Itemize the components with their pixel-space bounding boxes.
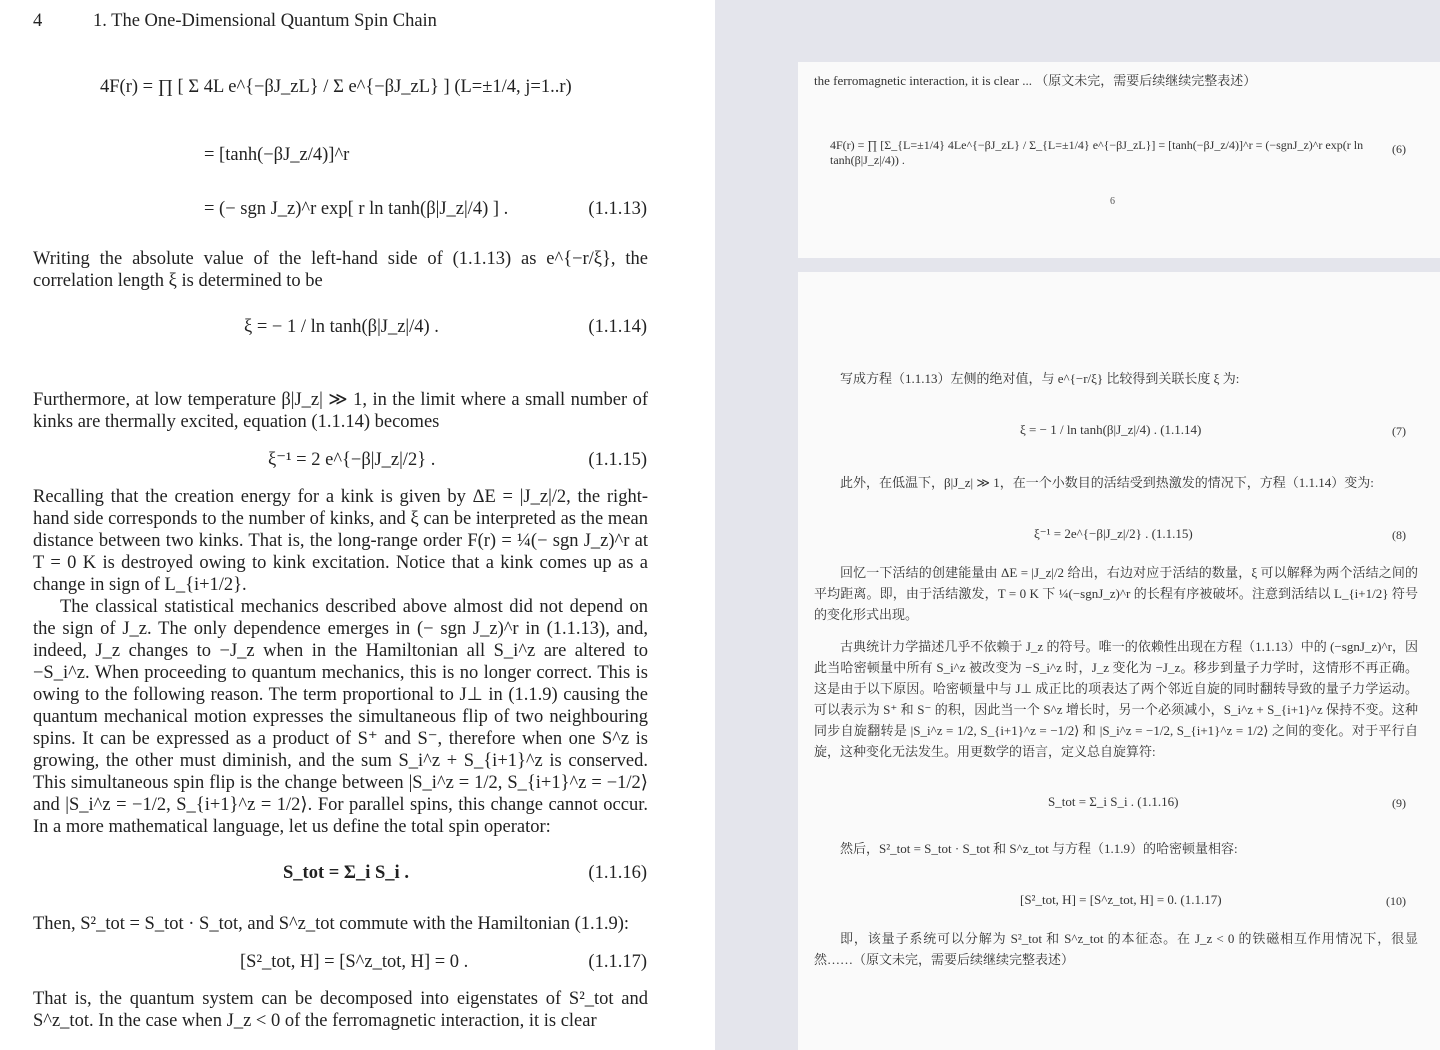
- paragraph: 古典统计力学描述几乎不依赖于 J_z 的符号。唯一的依赖性出现在方程（1.1.13）中的 (−sgnJ_z)^r，因此当哈密顿量中所有 S_i^z 被改变为 −S_i^z 时，J_z 变化为 −J_z。移步到量子力学时，这情形不再正确。这是由于以下原因。哈密顿量中与 J⊥ 成正比的项表达了两个邻近自旋的同时翻转导致的量子力学运动。可以表示为 S⁺ 和 S⁻ 的积，因此当一个 S^z 增长时，另一个必须减小，S_i^z + S_{i+1}^z 保持不变。这种同步自旋翻转是 |S_i^z = 1/2, S_{i+1}^z = −1/2⟩ 和 |S_i^z = −1/2, S_{i+1}^z = 1/2⟩ 之间的变化。对于平行自旋，这种变化无法发生。用更数学的语言，定义总自旋算符:: [814, 639, 1418, 759]
- original-page: [0, 0, 715, 1050]
- running-header: 1. The One-Dimensional Quantum Spin Chain: [93, 11, 437, 31]
- equation-9: S_tot = Σ_i S_i . (1.1.16): [1048, 794, 1179, 809]
- equation-6: 4F(r) = ∏ [Σ_{L=±1/4} 4Le^{−βJ_zL} / Σ_{L=±1/4} e^{−βJ_zL}] = [tanh(−βJ_z/4)]^r = (−sgnJ_z)^r exp(r ln tanh(β|J_z|/4)) .: [830, 138, 1364, 167]
- equation-1114: ξ = − 1 / ln tanh(β|J_z|/4) .: [244, 317, 439, 337]
- equation-8: ξ⁻¹ = 2e^{−β|J_z|/2} . (1.1.15): [1034, 526, 1193, 541]
- paragraph: Recalling that the creation energy for a kink is given by ΔE = |J_z|/2, the right-hand side corresponds to the number of kinks, and ξ can be interpreted as the mean distance between two kinks. That is, the long-range order F(r) = ¼(− sgn J_z)^r at T = 0 K is destroyed owing to kink excitation. Notice that a kink comes up as a change in sign of L_{i+1/2}.: [33, 487, 648, 595]
- paragraph: 此外，在低温下，β|J_z| ≫ 1，在一个小数目的活结受到热激发的情况下，方程（1.1.14）变为:: [840, 475, 1374, 490]
- paragraph: 回忆一下活结的创建能量由 ΔE = |J_z|/2 给出，右边对应于活结的数量，ξ 可以解释为两个活结之间的平均距离。即，由于活结激发，T = 0 K 下 ¼(−sgnJ_z)^r 的长程有序被破坏。注意到活结以 L_{i+1/2} 符号的变化形式出现。: [814, 565, 1418, 622]
- paragraph: 写成方程（1.1.13）左侧的绝对值，与 e^{−r/ξ} 比较得到关联长度 ξ 为:: [840, 371, 1240, 386]
- paragraph: The classical statistical mechanics described above almost did not depend on the sign of J_z. The only dependence emerges in (− sgn J_z)^r in (1.1.13), and, indeed, J_z changes to −J_z when in the Hamiltonian all S_i^z are altered to −S_i^z. When proceeding to quantum mechanics, this is no longer correct. This is owing to the following reason. The term proportional to J⊥ in (1.1.9) causing the quantum mechanical motion expresses the simultaneous flip of two neighbouring spins. It can be expressed as a product of S⁺ and S⁻, therefore when one S^z is growing, the other must diminish, and the sum S_i^z + S_{i+1}^z is conserved. This simultaneous spin flip is the change between |S_i^z = 1/2, S_{i+1}^z = −1/2⟩ and |S_i^z = −1/2, S_{i+1}^z = 1/2⟩. For parallel spins, this change cannot occur. In a more mathematical language, let us define the total spin operator:: [33, 597, 648, 837]
- paragraph: Writing the absolute value of the left-hand side of (1.1.13) as e^{−r/ξ}, the correlation length ξ is determined to be: [33, 249, 648, 291]
- equation-label: (8): [1392, 528, 1406, 542]
- equation-10: [S²_tot, H] = [S^z_tot, H] = 0. (1.1.17): [1020, 892, 1222, 907]
- equation-7: ξ = − 1 / ln tanh(β|J_z|/4) . (1.1.14): [1020, 422, 1202, 437]
- paragraph: 即，该量子系统可以分解为 S²_tot 和 S^z_tot 的本征态。在 J_z < 0 的铁磁相互作用情况下，很显然……（原文未完，需要后续继续完整表述）: [814, 931, 1418, 967]
- paragraph: 然后，S²_tot = S_tot · S_tot 和 S^z_tot 与方程（1.1.9）的哈密顿量相容:: [840, 841, 1238, 856]
- equation-label: (6): [1392, 142, 1406, 156]
- equation-1116: S_tot = Σ_i S_i .: [283, 863, 409, 883]
- translated-page-top: [798, 62, 1440, 258]
- paragraph: That is, the quantum system can be decomposed into eigenstates of S²_tot and S^z_tot. In the case when J_z < 0 of the ferromagnetic interaction, it is clear: [33, 989, 648, 1031]
- equation-label: (1.1.16): [588, 863, 647, 883]
- page-number: 6: [1110, 196, 1115, 207]
- translated-page: [798, 272, 1440, 1050]
- equation-1117: [S²_tot, H] = [S^z_tot, H] = 0 .: [240, 952, 469, 972]
- equation-label: (10): [1386, 894, 1406, 908]
- equation-label: (7): [1392, 424, 1406, 438]
- equation-1115: ξ⁻¹ = 2 e^{−β|J_z|/2} .: [268, 450, 436, 470]
- text-line: the ferromagnetic interaction, it is clear ... （原文未完，需要后续继续完整表述）: [814, 73, 1257, 88]
- paragraph: Then, S²_tot = S_tot · S_tot, and S^z_tot commute with the Hamiltonian (1.1.9):: [33, 914, 630, 934]
- equation-1113-line-3: = (− sgn J_z)^r exp[ r ln tanh(β|J_z|/4) ] .: [204, 199, 509, 219]
- equation-1113-line-2: = [tanh(−βJ_z/4)]^r: [204, 145, 350, 165]
- paragraph: Furthermore, at low temperature β|J_z| ≫ 1, in the limit where a small number of kinks are thermally excited, equation (1.1.14) becomes: [33, 390, 648, 432]
- equation-label: (1.1.15): [588, 450, 647, 470]
- equation-label: (1.1.13): [588, 199, 647, 219]
- equation-label: (9): [1392, 796, 1406, 810]
- equation-label: (1.1.14): [588, 317, 647, 337]
- equation-label: (1.1.17): [588, 952, 647, 972]
- equation-1113: [100, 44, 580, 234]
- equation-1113-line-1: 4F(r) = ∏ [ Σ 4L e^{−βJ_zL} / Σ e^{−βJ_zL} ] (L=±1/4, j=1..r): [100, 77, 572, 97]
- page-number: 4: [33, 11, 43, 31]
